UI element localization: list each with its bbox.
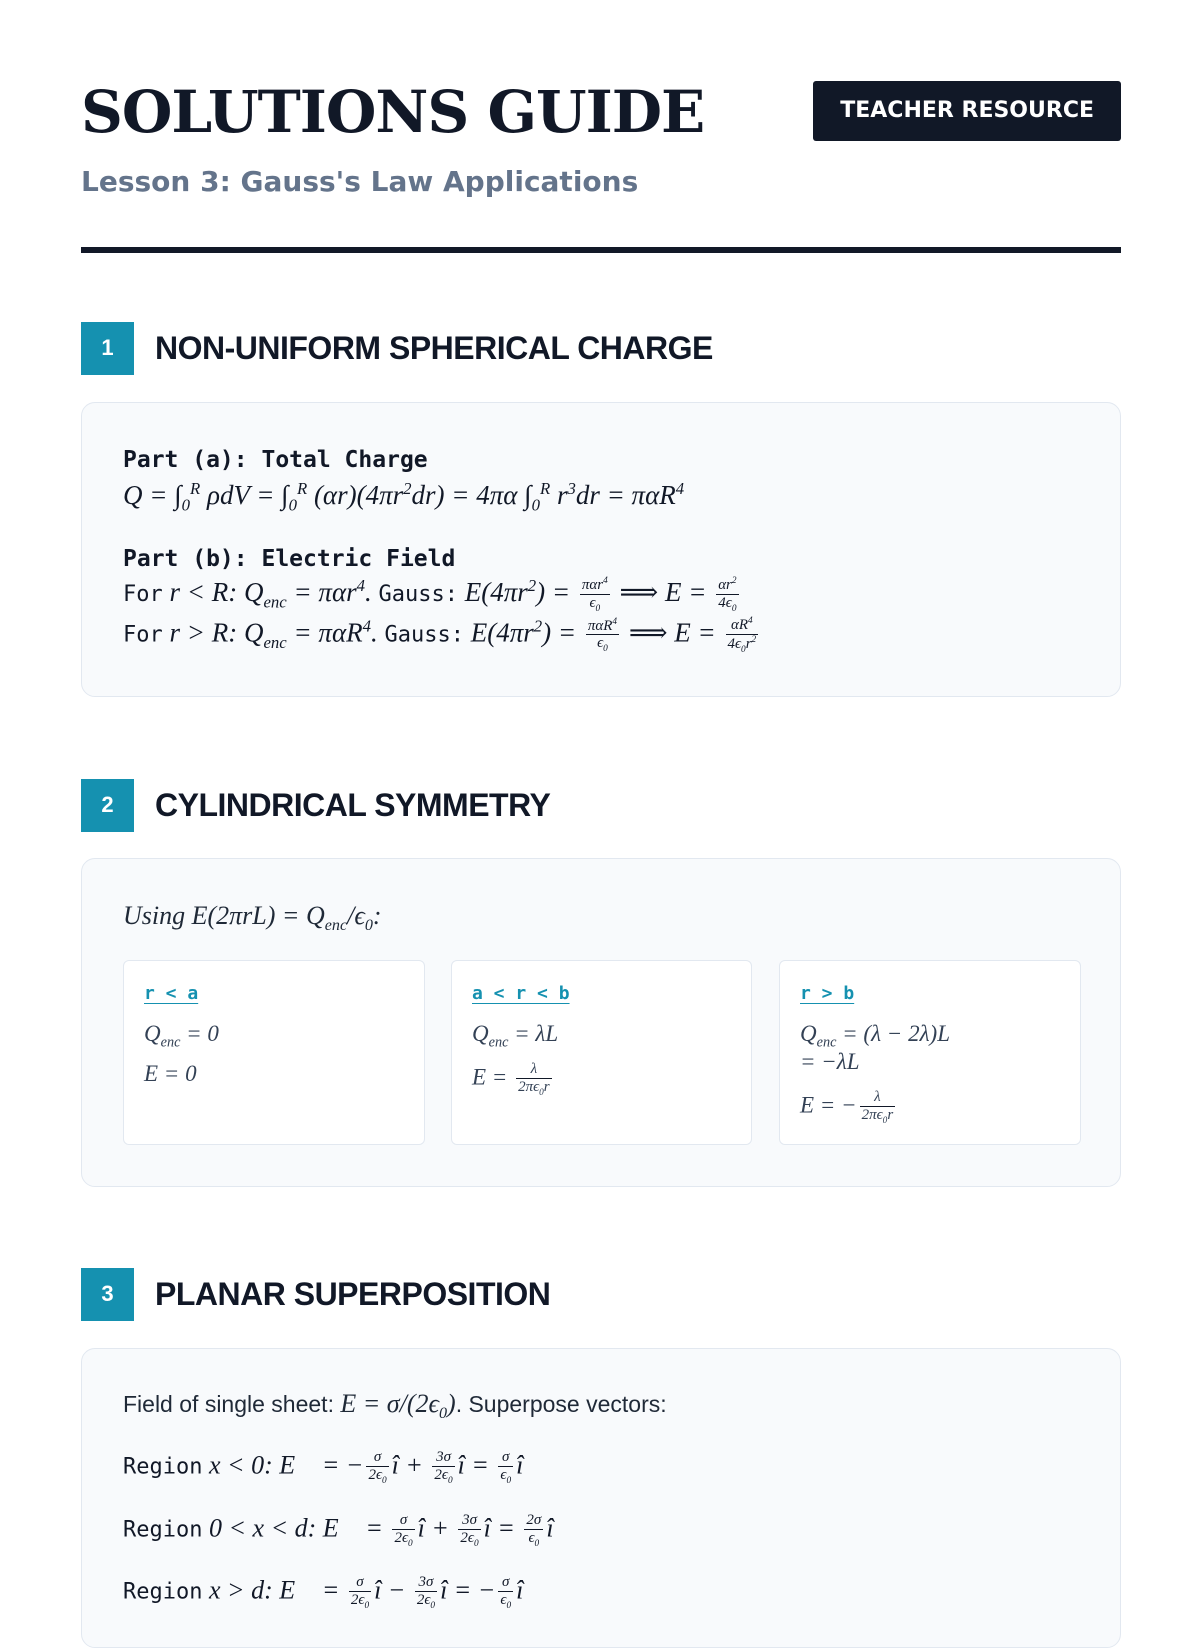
section-2-card [81,858,1121,1187]
section-3-header [81,1267,550,1321]
cylindrical-intro-text: Using E(2πrL) = Q [123,901,325,930]
section-3-card [81,1348,1121,1648]
case-outer-charge-simplified: = −λL [800,1049,860,1074]
case-card-inner [123,960,425,1145]
case-card-middle [451,960,752,1145]
single-sheet-intro: Field of single sheet: $E = \sigma/(2\epsilon_0)$. Superpose vectors: [123,1389,667,1423]
cylindrical-intro: Using $E(2\pi rL) = Q_{enc}/\epsilon_0$: [123,901,382,935]
section-3-title: PLANAR SUPERPOSITION [155,1275,551,1312]
region-right-equation: Region x > d: E⃗ = $\frac{\sigma}{2\epsilon_0}$ î − $\frac{3\sigma}{2\epsilon_0}$ î = − $\frac{\sigma}{\epsilon_0}$ î [123,1574,524,1611]
teacher-resource-badge: TEACHER RESOURCE [813,81,1121,141]
section-1-number: 1 [81,322,134,375]
case-inner-field: E = 0 [144,1061,197,1086]
part-b-label: Part (b): Electric Field [123,546,456,572]
section-2-number: 2 [81,779,134,832]
page-subtitle: Lesson 3: Gauss's Law Applications [81,165,639,198]
case-outer-field: E = − $\frac{\lambda}{2\pi\epsilon_0r}$ [800,1089,894,1126]
region-label-3: Region [123,1579,203,1605]
part-a-label: Part (a): Total Charge [123,447,428,473]
section-3-number: 3 [81,1268,134,1321]
page-header [81,0,1121,253]
total-charge-equation: $Q = \int_0^R$ $\rho dV = \int_0^R$ $(\alpha r)(4\pi r^2dr) = 4\pi\alpha$ $\int_0^R$ $r^3dr = \pi\alpha R^4$ [123,479,685,515]
gauss-label-2: Gauss: [384,622,464,648]
region-label-2: Region [123,1517,203,1543]
single-sheet-intro-after: . Superpose vectors: [455,1391,667,1417]
case-label-outer: r > b [800,983,855,1004]
for-label-2: For [123,622,163,648]
section-1-header [81,321,713,375]
section-1-card [81,402,1121,697]
region-middle-equation: Region 0 < x < d: E⃗ = $\frac{\sigma}{2\epsilon_0}$ î + $\frac{3\sigma}{2\epsilon_0}$ î = $\frac{2\sigma}{\epsilon_0}$ î [123,1512,554,1549]
case-label-inner: r < a [144,983,199,1004]
region-left-equation: Region x < 0: E⃗ = − $\frac{\sigma}{2\epsilon_0}$ î + $\frac{3\sigma}{2\epsilon_0}$ î = $\frac{\sigma}{\epsilon_0}$ î [123,1449,524,1486]
case-middle-charge: $Q_{enc} = \lambda L$ [472,1021,559,1051]
single-sheet-intro-text: Field of single sheet: [123,1391,334,1417]
field-inside-equation: For r < R: $Q_{enc} = \pi\alpha r^4$. Gauss: $E(4\pi r^2)$ = $\frac{\pi\alpha r^4}{\epsilon_0}$ ⟹ E = $\frac{\alpha r^2}{4\epsilon_0}$ [123,576,737,614]
section-2-header [81,778,550,832]
for-label: For [123,582,163,608]
case-card-outer [779,960,1081,1145]
case-inner-charge: $Q_{enc} = 0$ [144,1021,219,1051]
region-label-1: Region [123,1454,203,1480]
page-title: SOLUTIONS GUIDE [81,78,705,146]
section-1-title: NON-UNIFORM SPHERICAL CHARGE [155,329,713,366]
case-label-middle: a < r < b [472,983,570,1004]
section-2-title: CYLINDRICAL SYMMETRY [155,786,551,823]
field-outside-equation: For r > R: $Q_{enc} = \pi\alpha R^4$. Gauss: $E(4\pi r^2)$ = $\frac{\pi\alpha R^4}{\epsilon_0}$ ⟹ E = $\frac{\alpha R^4}{4\epsilon_0r^2}$ [123,616,757,655]
gauss-label: Gauss: [378,582,458,608]
case-outer-charge: $Q_{enc} = (\lambda - 2\lambda)L$ [800,1021,950,1051]
case-middle-field: E = $\frac{\lambda}{2\pi\epsilon_0r}$ [472,1061,550,1098]
